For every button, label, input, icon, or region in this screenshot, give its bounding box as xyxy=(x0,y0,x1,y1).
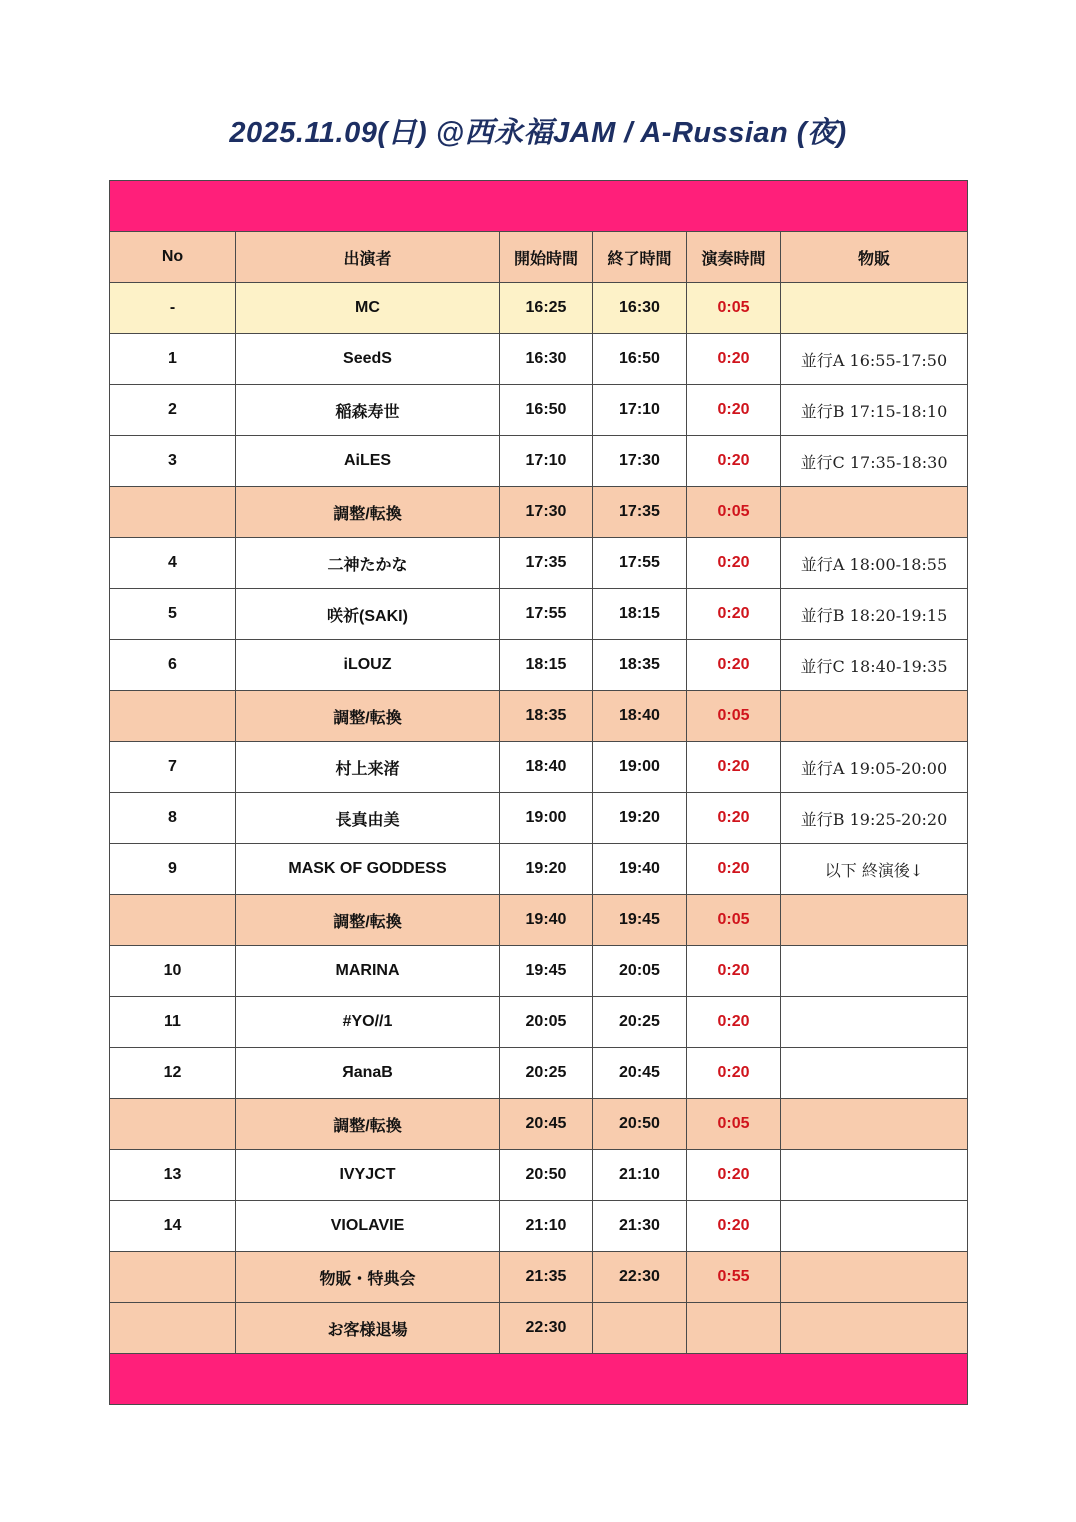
table-row xyxy=(110,487,968,538)
row-performer: SeedS xyxy=(236,334,500,385)
row-end: 17:55 xyxy=(593,538,687,589)
row-performer: iLOUZ xyxy=(236,640,500,691)
row-merch: 並行A 16:55-17:50 xyxy=(781,334,968,385)
row-no xyxy=(110,1252,236,1303)
row-end: 19:40 xyxy=(593,844,687,895)
row-merch xyxy=(781,691,968,742)
row-no: - xyxy=(110,283,236,334)
header-no: No xyxy=(110,232,236,283)
row-no: 6 xyxy=(110,640,236,691)
row-merch xyxy=(781,997,968,1048)
row-end: 19:45 xyxy=(593,895,687,946)
row-performer: MASK OF GODDESS xyxy=(236,844,500,895)
row-duration: 0:20 xyxy=(687,385,781,436)
row-no: 11 xyxy=(110,997,236,1048)
row-no: 5 xyxy=(110,589,236,640)
row-no xyxy=(110,1099,236,1150)
row-merch: 並行A 18:00-18:55 xyxy=(781,538,968,589)
row-duration: 0:20 xyxy=(687,742,781,793)
row-duration: 0:05 xyxy=(687,691,781,742)
row-merch xyxy=(781,1099,968,1150)
row-duration: 0:05 xyxy=(687,895,781,946)
row-merch: 並行A 19:05-20:00 xyxy=(781,742,968,793)
table-row xyxy=(110,997,968,1048)
row-no: 4 xyxy=(110,538,236,589)
row-end: 17:35 xyxy=(593,487,687,538)
row-performer: 調整/転換 xyxy=(236,691,500,742)
row-merch: 以下 終演後↓ xyxy=(781,844,968,895)
row-duration: 0:20 xyxy=(687,538,781,589)
row-start: 21:10 xyxy=(500,1201,593,1252)
row-start: 22:30 xyxy=(500,1303,593,1354)
row-performer: 調整/転換 xyxy=(236,895,500,946)
table-row xyxy=(110,1150,968,1201)
row-duration: 0:20 xyxy=(687,946,781,997)
row-performer: 調整/転換 xyxy=(236,1099,500,1150)
row-performer: MARINA xyxy=(236,946,500,997)
row-end: 22:30 xyxy=(593,1252,687,1303)
row-start: 19:45 xyxy=(500,946,593,997)
row-no: 1 xyxy=(110,334,236,385)
row-end: 17:30 xyxy=(593,436,687,487)
row-no: 2 xyxy=(110,385,236,436)
row-performer: IVYJCT xyxy=(236,1150,500,1201)
header-performer: 出演者 xyxy=(236,232,500,283)
row-start: 18:40 xyxy=(500,742,593,793)
row-duration: 0:20 xyxy=(687,793,781,844)
row-merch xyxy=(781,487,968,538)
row-merch: 並行B 19:25-20:20 xyxy=(781,793,968,844)
row-start: 19:20 xyxy=(500,844,593,895)
table-row xyxy=(110,1201,968,1252)
table-row xyxy=(110,385,968,436)
row-start: 19:00 xyxy=(500,793,593,844)
row-merch xyxy=(781,1303,968,1354)
table-row xyxy=(110,946,968,997)
bottom-band xyxy=(110,1354,968,1405)
row-duration: 0:20 xyxy=(687,436,781,487)
row-end: 18:40 xyxy=(593,691,687,742)
row-duration: 0:20 xyxy=(687,997,781,1048)
row-no xyxy=(110,1303,236,1354)
row-merch xyxy=(781,1150,968,1201)
row-end: 21:30 xyxy=(593,1201,687,1252)
row-duration: 0:20 xyxy=(687,334,781,385)
row-performer: VIOLAVIE xyxy=(236,1201,500,1252)
table-row xyxy=(110,334,968,385)
row-no xyxy=(110,691,236,742)
row-merch xyxy=(781,946,968,997)
row-end: 19:20 xyxy=(593,793,687,844)
row-duration: 0:05 xyxy=(687,1099,781,1150)
row-end: 16:30 xyxy=(593,283,687,334)
row-no xyxy=(110,487,236,538)
row-start: 18:35 xyxy=(500,691,593,742)
row-duration: 0:55 xyxy=(687,1252,781,1303)
row-end: 18:35 xyxy=(593,640,687,691)
row-start: 20:25 xyxy=(500,1048,593,1099)
row-no: 7 xyxy=(110,742,236,793)
row-no: 10 xyxy=(110,946,236,997)
row-duration: 0:20 xyxy=(687,640,781,691)
row-duration: 0:20 xyxy=(687,1201,781,1252)
row-start: 21:35 xyxy=(500,1252,593,1303)
table-row xyxy=(110,283,968,334)
row-start: 17:10 xyxy=(500,436,593,487)
row-merch: 並行B 18:20-19:15 xyxy=(781,589,968,640)
row-performer: 咲祈(SAKI) xyxy=(236,589,500,640)
row-performer: 長真由美 xyxy=(236,793,500,844)
table-row xyxy=(110,589,968,640)
row-merch xyxy=(781,283,968,334)
row-performer: 二神たかな xyxy=(236,538,500,589)
table-row xyxy=(110,742,968,793)
row-duration: 0:05 xyxy=(687,283,781,334)
row-duration: 0:20 xyxy=(687,1048,781,1099)
table-row xyxy=(110,844,968,895)
page-title: 2025.11.09(日) @西永福JAM / A-Russian (夜) xyxy=(229,117,847,149)
row-performer: #YO//1 xyxy=(236,997,500,1048)
row-duration: 0:05 xyxy=(687,487,781,538)
header-start: 開始時間 xyxy=(500,232,593,283)
row-end: 20:05 xyxy=(593,946,687,997)
row-performer: AiLES xyxy=(236,436,500,487)
row-performer: ЯanaB xyxy=(236,1048,500,1099)
row-performer: 物販・特典会 xyxy=(236,1252,500,1303)
row-performer: MC xyxy=(236,283,500,334)
row-start: 17:35 xyxy=(500,538,593,589)
row-start: 18:15 xyxy=(500,640,593,691)
row-merch xyxy=(781,1048,968,1099)
row-start: 20:50 xyxy=(500,1150,593,1201)
row-start: 16:25 xyxy=(500,283,593,334)
row-end: 17:10 xyxy=(593,385,687,436)
row-no: 8 xyxy=(110,793,236,844)
table-row xyxy=(110,640,968,691)
table-row xyxy=(110,1252,968,1303)
row-no: 9 xyxy=(110,844,236,895)
row-start: 20:45 xyxy=(500,1099,593,1150)
row-performer: お客様退場 xyxy=(236,1303,500,1354)
row-end xyxy=(593,1303,687,1354)
row-duration xyxy=(687,1303,781,1354)
table-row xyxy=(110,436,968,487)
table-row xyxy=(110,895,968,946)
row-performer: 調整/転換 xyxy=(236,487,500,538)
table-row xyxy=(110,691,968,742)
row-start: 17:30 xyxy=(500,487,593,538)
row-end: 18:15 xyxy=(593,589,687,640)
row-merch: 並行C 18:40-19:35 xyxy=(781,640,968,691)
row-no: 12 xyxy=(110,1048,236,1099)
row-performer: 村上来渚 xyxy=(236,742,500,793)
row-merch xyxy=(781,1252,968,1303)
row-no: 14 xyxy=(110,1201,236,1252)
header-merch: 物販 xyxy=(781,232,968,283)
row-no: 13 xyxy=(110,1150,236,1201)
table-row xyxy=(110,538,968,589)
row-end: 21:10 xyxy=(593,1150,687,1201)
row-merch: 並行C 17:35-18:30 xyxy=(781,436,968,487)
header-duration: 演奏時間 xyxy=(687,232,781,283)
row-duration: 0:20 xyxy=(687,844,781,895)
top-band xyxy=(110,181,968,232)
row-end: 20:45 xyxy=(593,1048,687,1099)
row-merch xyxy=(781,1201,968,1252)
table-row xyxy=(110,1048,968,1099)
row-merch xyxy=(781,895,968,946)
table-row xyxy=(110,1303,968,1354)
header-row xyxy=(110,232,968,283)
row-end: 19:00 xyxy=(593,742,687,793)
table-row xyxy=(110,1099,968,1150)
table-row xyxy=(110,793,968,844)
row-end: 16:50 xyxy=(593,334,687,385)
row-start: 17:55 xyxy=(500,589,593,640)
timetable xyxy=(109,180,968,1405)
row-no xyxy=(110,895,236,946)
row-no: 3 xyxy=(110,436,236,487)
row-start: 16:50 xyxy=(500,385,593,436)
row-merch: 並行B 17:15-18:10 xyxy=(781,385,968,436)
header-end: 終了時間 xyxy=(593,232,687,283)
row-end: 20:25 xyxy=(593,997,687,1048)
row-duration: 0:20 xyxy=(687,589,781,640)
row-end: 20:50 xyxy=(593,1099,687,1150)
row-performer: 稲森寿世 xyxy=(236,385,500,436)
row-start: 16:30 xyxy=(500,334,593,385)
row-start: 19:40 xyxy=(500,895,593,946)
row-start: 20:05 xyxy=(500,997,593,1048)
row-duration: 0:20 xyxy=(687,1150,781,1201)
